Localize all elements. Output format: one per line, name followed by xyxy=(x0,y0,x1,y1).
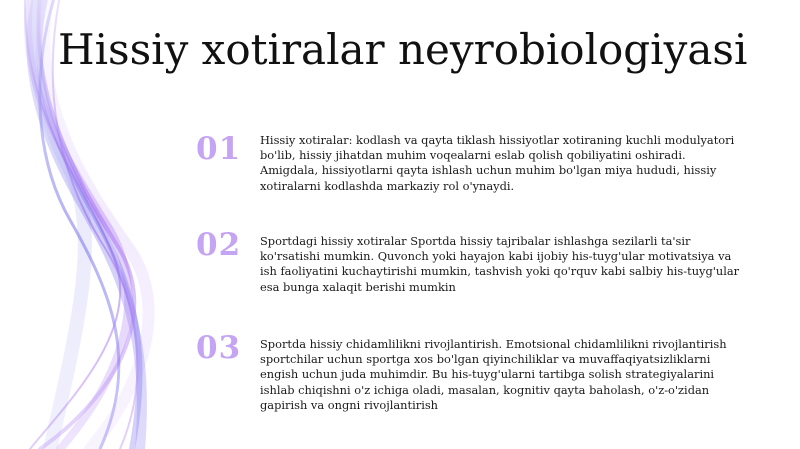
slide-title: Hissiy xotiralar neyrobiologiyasi xyxy=(58,25,748,74)
item-text: Sportda hissiy chidamlilikni rivojlantirish. Emotsional chidamlilikni rivojlantirish sportchilar uchun sportga xos bo'lgan qiyinchiliklar va muvaffaqiyatsizliklarni engish uchun juda muhimdir. Bu his-tuyg'ularni tartibga solish strategiyalarini ishlab chiqishni o'z ichiga oladi, masalan, kognitiv qayta baholash, o'z-o'zidan gapirish va ongni rivojlantirish xyxy=(260,337,727,412)
item-text: Hissiy xotiralar: kodlash va qayta tiklash hissiyotlar xotiraning kuchli modulyatori bo'lib, hissiy jihatdan muhim voqealarni eslab qolish qobiliyatini oshiradi. Amigdala, hissiyotlarni qayta ishlash uchun muhim bo'lgan miya hududi, hissiy xotiralarni kodlashda markaziy rol o'ynaydi. xyxy=(260,133,735,193)
item-number: 03 xyxy=(196,330,242,366)
item-number: 01 xyxy=(196,131,242,167)
item-number: 02 xyxy=(196,227,242,263)
item-text: Sportdagi hissiy xotiralar Sportda hissiy tajribalar ishlashga sezilarli ta'sir ko'rsatishi mumkin. Quvonch yoki hayajon kabi ijobiy his-tuyg'ular motivatsiya va ish faoliyatini kuchaytirishi mumkin, tashvish yoki qo'rquv kabi salbiy his-tuyg'ular esa bunga xalaqit berishi mumkin xyxy=(260,234,740,294)
